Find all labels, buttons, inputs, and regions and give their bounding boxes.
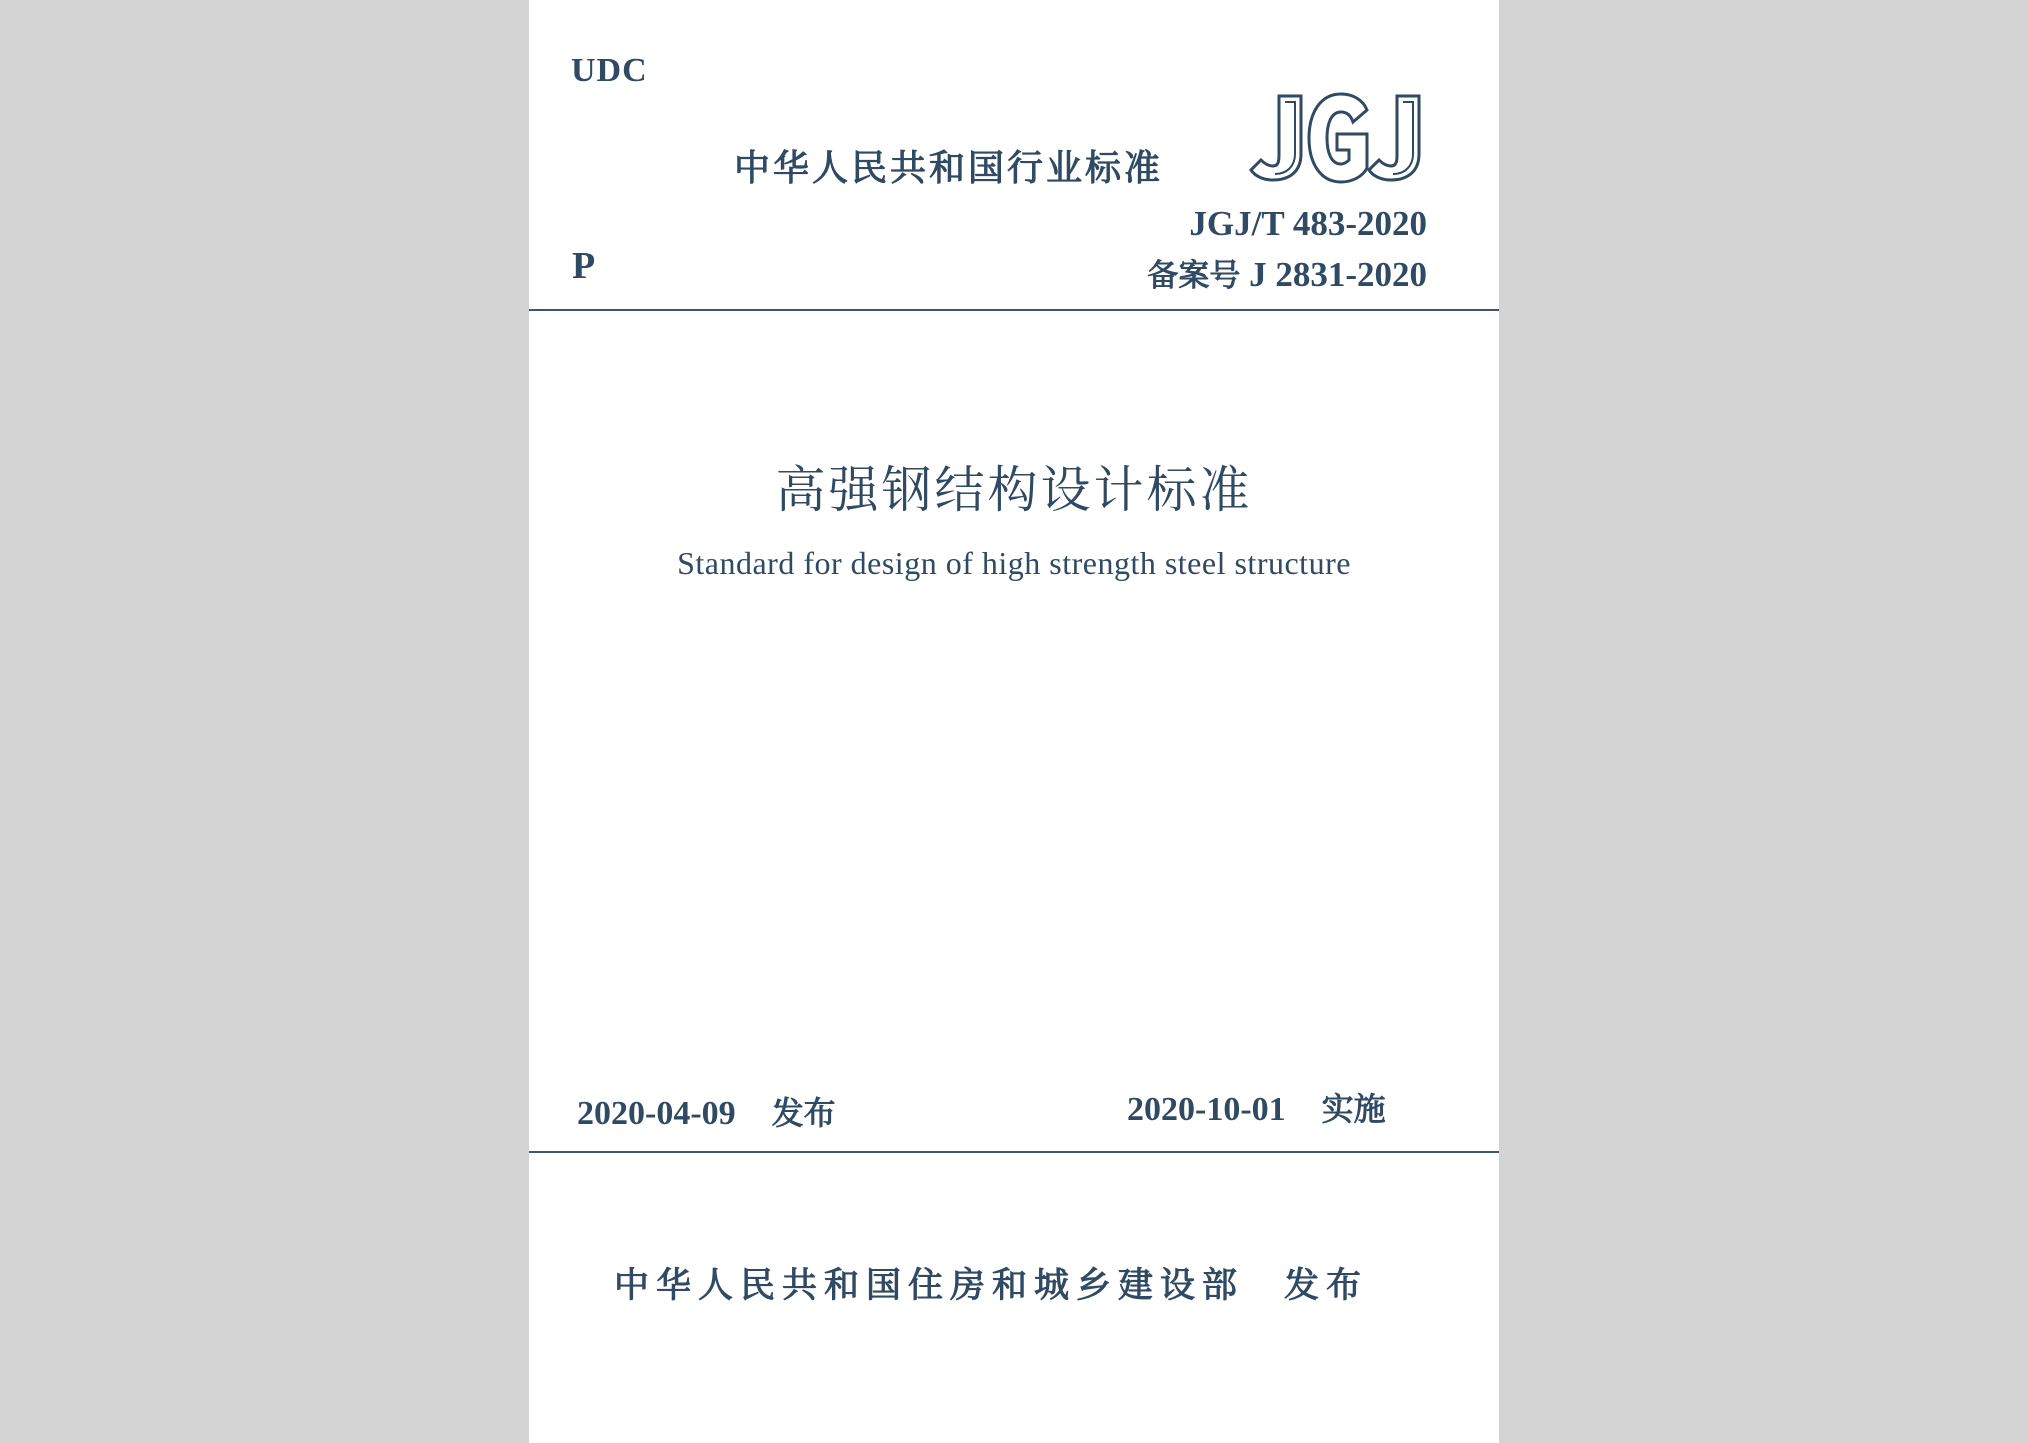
- cover-page: [529, 0, 1499, 1443]
- title-english: Standard for design of high strength steel structure: [677, 545, 1351, 581]
- publisher-name: 中华人民共和国住房和城乡建设部: [614, 1266, 1245, 1306]
- record-label: 备案号: [1147, 258, 1241, 294]
- issue-date-line: [577, 1088, 836, 1134]
- publisher-line: [614, 1258, 1368, 1308]
- issue-date: 2020-04-09: [577, 1095, 736, 1132]
- title-chinese: 高强钢结构设计标准: [775, 461, 1253, 519]
- bottom-divider: [529, 1151, 1499, 1153]
- record-number-line: [1147, 250, 1427, 295]
- classification-code: P: [572, 245, 596, 287]
- jgj-logo: [1249, 88, 1429, 188]
- top-divider: [529, 309, 1499, 311]
- standard-code: JGJ/T 483-2020: [1189, 204, 1427, 243]
- implementation-date-line: [1127, 1084, 1386, 1130]
- implementation-date: 2020-10-01: [1127, 1091, 1286, 1128]
- publisher-action: 发布: [1284, 1266, 1369, 1306]
- record-number: J 2831-2020: [1249, 255, 1427, 294]
- issue-label: 发布: [771, 1094, 836, 1132]
- udc-label: UDC: [571, 52, 648, 89]
- industry-standard-title: 中华人民共和国行业标准: [734, 148, 1164, 189]
- implementation-label: 实施: [1321, 1090, 1386, 1128]
